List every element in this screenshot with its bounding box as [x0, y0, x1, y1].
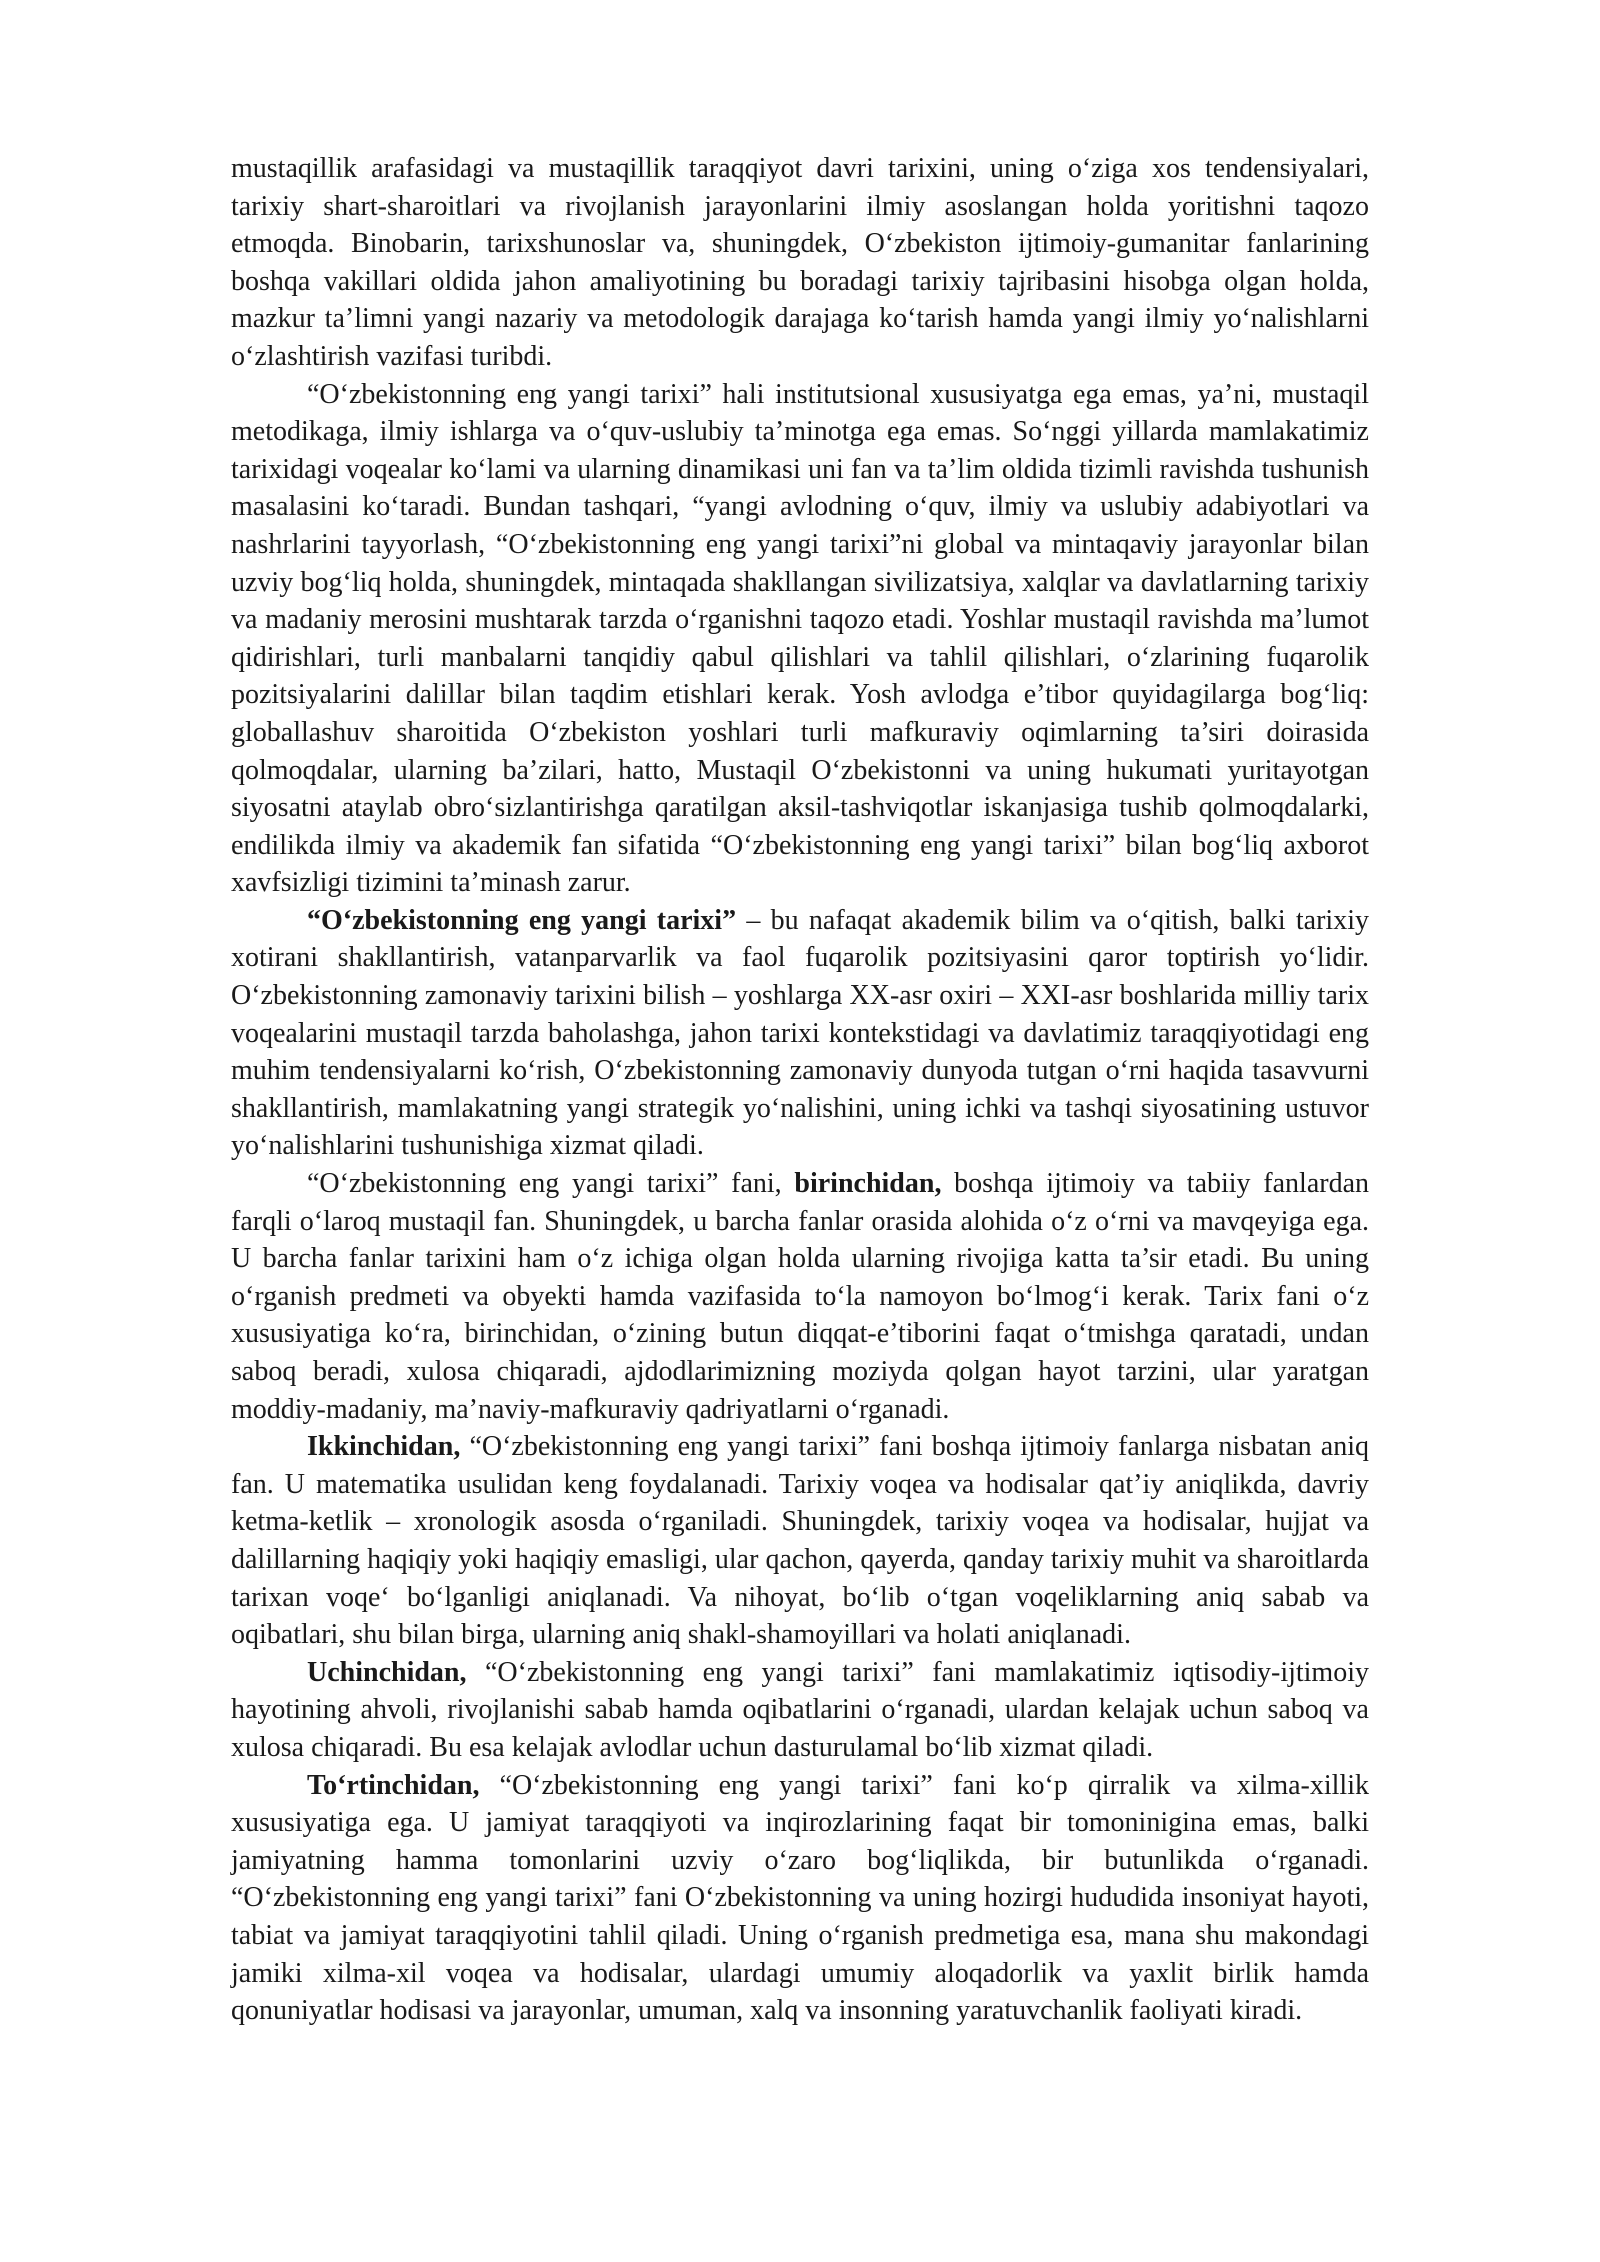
- bold-term: Ikkinchidan,: [307, 1431, 461, 1463]
- paragraph-institutional-status: [231, 376, 1369, 902]
- bold-term: “O‘zbekistonning eng yangi tarixi”: [307, 904, 737, 936]
- paragraph-first-point: [231, 1165, 1369, 1428]
- paragraph-text: – bu nafaqat akademik bilim va o‘qitish, balki tarixiy xotirani shakllantirish, vatanparvarlik va faol fuqarolik pozitsiyasini qaror toptirish yo‘lidir. O‘zbekistonning zamonaviy tarixini bilish – yoshlarga XX-asr oxiri – XXI-asr boshlarida milliy tarix voqealarini mustaqil tarzda baholashga, jahon tarixi kontekstidagi va davlatimiz taraqqiyotidagi eng muhim tendensiyalarni ko‘rish, O‘zbekistonning zamonaviy dunyoda tutgan o‘rni haqida tasavvurni shakllantirish, mamlakatning yangi strategik yo‘nalishini, uning ichki va tashqi siyosatining ustuvor yo‘nalishlarini tushunishiga xizmat qiladi.: [231, 904, 1369, 1162]
- paragraph-text: “O‘zbekistonning eng yangi tarixi” fani boshqa ijtimoiy fanlarga nisbatan aniq fan. U matematika usulidan keng foydalanadi. Tarixiy voqea va hodisalar qat’iy aniqlikda, davriy ketma-ketlik – xronologik asosda o‘rganiladi. Shuningdek, tarixiy voqea va hodisalar, hujjat va dalillarning haqiqiy yoki haqiqiy emasligi, ular qachon, qayerda, qanday tarixiy muhit va sharoitlarda tarixan voqe‘ bo‘lganligi aniqlanadi. Va nihoyat, bo‘lib o‘tgan voqeliklarning aniq sabab va oqibatlari, shu bilan birga, ularning aniq shakl-shamoyillari va holati aniqlanadi.: [231, 1431, 1369, 1651]
- paragraph-text: “O‘zbekistonning eng yangi tarixi” fani ko‘p qirralik va xilma-xillik xususiyatiga ega. U jamiyat taraqqiyoti va inqirozlarining faqat bir tomoninigina emas, balki jamiyatning hamma tomonlarini uzviy o‘zaro bog‘liqlikda, bir butunlikda o‘rganadi. “O‘zbekistonning eng yangi tarixi” fani O‘zbekistonning va uning hozirgi hududida insoniyat hayoti, tabiat va jamiyat taraqqiyotini tahlil qiladi. Uning o‘rganish predmetiga esa, mana shu makondagi jamiki xilma-xil voqea va hodisalar, ulardagi umumiy aloqadorlik va yaxlit birlik hamda qonuniyatlar hodisasi va jarayonlar, umuman, xalq va insonning yaratuvchanlik faoliyati kiradi.: [231, 1769, 1369, 2027]
- bold-term: Uchinchidan,: [307, 1656, 467, 1688]
- paragraph-fourth-point: [231, 1767, 1369, 2030]
- paragraph-definition: [231, 902, 1369, 1165]
- paragraph-intro-continued: [231, 150, 1369, 376]
- bold-term: birinchidan,: [794, 1168, 942, 1200]
- paragraph-text: “O‘zbekistonning eng yangi tarixi” hali institutsional xususiyatga ega emas, ya’ni, mustaqil metodikaga, ilmiy ishlarga va o‘quv-uslubiy ta’minotga ega emas. So‘nggi yillarda mamlakatimiz tarixidagi voqealar ko‘lami va ularning dinamikasi uni fan va ta’lim oldida tizimli ravishda tushunish masalasini ko‘taradi. Bundan tashqari, “yangi avlodning o‘quv, ilmiy va uslubiy adabiyotlari va nashrlarini tayyorlash, “O‘zbekistonning eng yangi tarixi”ni global va mintaqaviy jarayonlar bilan uzviy bog‘liq holda, shuningdek, mintaqada shakllangan sivilizatsiya, xalqlar va davlatlarning tarixiy va madaniy merosini mushtarak tarzda o‘rganishni taqozo etadi. Yoshlar mustaqil ravishda ma’lumot qidirishlari, turli manbalarni tanqidiy qabul qilishlari va tahlil qilishlari, o‘zlarining fuqarolik pozitsiyalarini dalillar bilan taqdim etishlari kerak. Yosh avlodga e’tibor quyidagilarga bog‘liq: globallashuv sharoitida O‘zbekiston yoshlari turli mafkuraviy oqimlarning ta’siri doirasida qolmoqdalar, ularning ba’zilari, hatto, Mustaqil O‘zbekistonni va uning hukumati yuritayotgan siyosatni ataylab obro‘sizlantirishga qaratilgan aksil-tashviqotlar iskanjasiga tushib qolmoqdalarki, endilikda ilmiy va akademik fan sifatida “O‘zbekistonning eng yangi tarixi” bilan bog‘liq axborot xavfsizligi tizimini ta’minash zarur.: [231, 378, 1369, 899]
- paragraph-text: “O‘zbekistonning eng yangi tarixi” fani mamlakatimiz iqtisodiy-ijtimoiy hayotining ahvoli, rivojlanishi sabab hamda oqibatlarini o‘rganadi, ulardan kelajak uchun saboq va xulosa chiqaradi. Bu esa kelajak avlodlar uchun dasturulamal bo‘lib xizmat qiladi.: [231, 1656, 1369, 1763]
- document-page: [231, 150, 1369, 2030]
- paragraph-text: mustaqillik arafasidagi va mustaqillik taraqqiyot davri tarixini, uning o‘ziga xos tendensiyalari, tarixiy shart-sharoitlari va rivojlanish jarayonlarini ilmiy asoslangan holda yoritishni taqozo etmoqda. Binobarin, tarixshunoslar va, shuningdek, O‘zbekiston ijtimoiy-gumanitar fanlarining boshqa vakillari oldida jahon amaliyotining bu boradagi tarixiy tajribasini hisobga olgan holda, mazkur ta’limni yangi nazariy va metodologik darajaga ko‘tarish hamda yangi ilmiy yo‘nalishlarni o‘zlashtirish vazifasi turibdi.: [231, 153, 1369, 372]
- bold-term: To‘rtinchidan,: [307, 1769, 480, 1801]
- paragraph-text: boshqa ijtimoiy va tabiiy fanlardan farqli o‘laroq mustaqil fan. Shuningdek, u barcha fanlar orasida alohida o‘z o‘rni va mavqeyiga ega. U barcha fanlar tarixini ham o‘z ichiga olgan holda ularning rivojiga katta ta’sir etadi. Bu uning o‘rganish predmeti va obyekti hamda vazifasida to‘la namoyon bo‘lmog‘i kerak. Tarix fani o‘z xususiyatiga ko‘ra, birinchidan, o‘zining butun diqqat-e’tiborini faqat o‘tmishga qaratadi, undan saboq beradi, xulosa chiqaradi, ajdodlarimizning moziyda qolgan hayot tarzini, ular yaratgan moddiy-madaniy, ma’naviy-mafkuraviy qadriyatlarni o‘rganadi.: [231, 1168, 1369, 1425]
- paragraph-second-point: [231, 1428, 1369, 1654]
- paragraph-text: “O‘zbekistonning eng yangi tarixi” fani,: [307, 1168, 795, 1200]
- paragraph-third-point: [231, 1654, 1369, 1767]
